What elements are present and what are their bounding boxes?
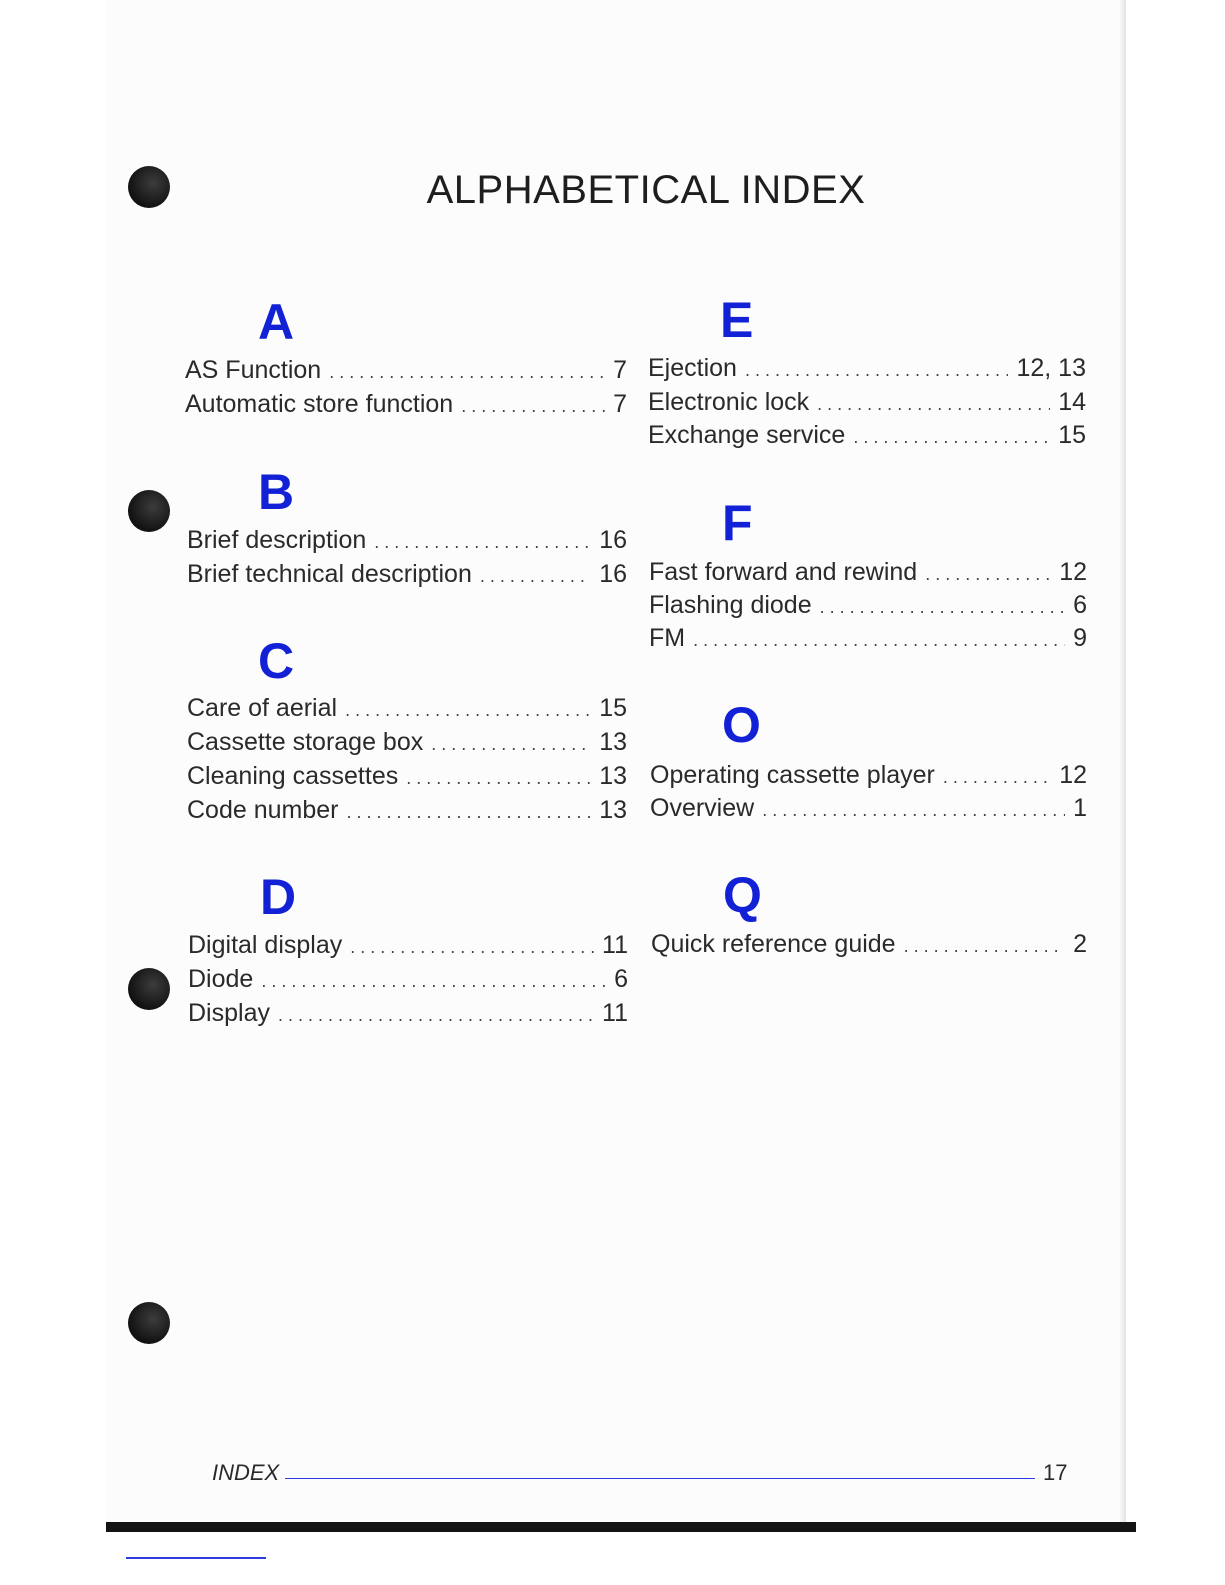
section-letter-b: B — [258, 464, 295, 520]
entry-label: Overview — [650, 794, 755, 822]
binder-hole — [128, 490, 170, 532]
entry-page-number: 14 — [1058, 388, 1086, 416]
footer-rule — [285, 1478, 1035, 1479]
section-letter-q: Q — [723, 867, 762, 923]
entry-label: Diode — [188, 965, 254, 993]
section-letter-a: A — [258, 294, 295, 350]
entry-label: Cleaning cassettes — [187, 762, 399, 790]
binder-hole — [128, 1302, 170, 1344]
entry-label: Automatic store function — [185, 390, 454, 418]
index-entry[interactable] — [648, 418, 1086, 454]
entry-page-number: 15 — [599, 694, 627, 722]
footer-section-label: INDEX — [212, 1460, 280, 1485]
dot-leader — [374, 525, 591, 559]
entry-page-number: 15 — [1058, 421, 1086, 449]
dot-leader — [345, 693, 591, 727]
page-title: ALPHABETICAL INDEX — [426, 168, 866, 212]
index-entry[interactable] — [650, 758, 1087, 794]
entry-page-number: 16 — [599, 526, 627, 554]
entry-page-number: 1 — [1073, 794, 1087, 822]
index-entry[interactable] — [187, 759, 627, 795]
page-bottom-edge — [106, 1522, 1136, 1532]
index-entry[interactable] — [185, 387, 627, 423]
dot-leader — [904, 929, 1066, 963]
index-entry[interactable] — [187, 691, 627, 727]
dot-leader — [346, 795, 591, 829]
entry-label: FM — [649, 624, 686, 652]
index-entry[interactable] — [187, 523, 627, 559]
entry-page-number: 13 — [599, 728, 627, 756]
dot-leader — [943, 760, 1051, 794]
entry-label: Brief description — [187, 526, 367, 554]
entry-label: Digital display — [188, 931, 343, 959]
entry-page-number: 12 — [1059, 558, 1087, 586]
index-entry[interactable] — [649, 588, 1087, 624]
footer-page-number: 17 — [1043, 1460, 1068, 1485]
dot-leader — [261, 964, 606, 998]
dot-leader — [925, 557, 1051, 591]
dot-leader — [350, 930, 594, 964]
entry-label: Display — [188, 999, 270, 1027]
dot-leader — [278, 998, 594, 1032]
section-letter-c: C — [258, 633, 295, 689]
entry-page-number: 16 — [599, 560, 627, 588]
entry-label: Code number — [187, 796, 339, 824]
entry-page-number: 9 — [1073, 624, 1087, 652]
section-letter-f: F — [722, 495, 753, 551]
index-entry[interactable] — [648, 351, 1086, 387]
dot-leader — [480, 559, 591, 593]
index-entry[interactable] — [648, 385, 1086, 421]
index-entry[interactable] — [650, 791, 1087, 827]
entry-page-number: 12 — [1059, 761, 1087, 789]
entry-page-number: 13 — [599, 762, 627, 790]
binder-hole — [128, 968, 170, 1010]
index-entry[interactable] — [185, 353, 627, 389]
entry-page-number: 13 — [599, 796, 627, 824]
index-entry[interactable] — [187, 725, 627, 761]
index-entry[interactable] — [651, 927, 1087, 963]
entry-page-number: 6 — [1073, 591, 1087, 619]
dot-leader — [820, 590, 1065, 624]
entry-label: Ejection — [648, 354, 737, 382]
entry-label: Fast forward and rewind — [649, 558, 918, 586]
entry-page-number: 11 — [602, 931, 628, 959]
index-entry[interactable] — [187, 793, 627, 829]
entry-label: Care of aerial — [187, 694, 338, 722]
dot-leader — [745, 353, 1009, 387]
index-entry[interactable] — [188, 996, 628, 1032]
section-letter-o: O — [722, 697, 761, 753]
scan-left-margin — [0, 0, 106, 1585]
entry-label: Electronic lock — [648, 388, 810, 416]
dot-leader — [762, 793, 1065, 827]
index-entry[interactable] — [649, 555, 1087, 591]
scan-right-margin — [1126, 0, 1225, 1585]
dot-leader — [329, 355, 605, 389]
entry-label: Brief technical description — [187, 560, 472, 588]
entry-page-number: 11 — [602, 999, 628, 1027]
entry-page-number: 12, 13 — [1016, 354, 1086, 382]
entry-label: Exchange service — [648, 421, 846, 449]
entry-page-number: 6 — [614, 965, 628, 993]
entry-label: AS Function — [185, 356, 322, 384]
dot-leader — [431, 727, 591, 761]
dot-leader — [693, 623, 1065, 657]
dot-leader — [853, 420, 1050, 454]
index-entry[interactable] — [188, 928, 628, 964]
dot-leader — [406, 761, 591, 795]
entry-label: Operating cassette player — [650, 761, 935, 789]
entry-page-number: 2 — [1073, 930, 1087, 958]
index-entry[interactable] — [188, 962, 628, 998]
entry-label: Flashing diode — [649, 591, 812, 619]
index-entry[interactable] — [187, 557, 627, 593]
dot-leader — [461, 389, 605, 423]
entry-page-number: 7 — [613, 356, 627, 384]
index-entry[interactable] — [649, 621, 1087, 657]
scan-bottom-mark — [126, 1557, 266, 1559]
section-letter-e: E — [720, 292, 754, 348]
section-letter-d: D — [260, 869, 297, 925]
dot-leader — [817, 387, 1050, 421]
entry-label: Cassette storage box — [187, 728, 424, 756]
entry-page-number: 7 — [613, 390, 627, 418]
entry-label: Quick reference guide — [651, 930, 896, 958]
